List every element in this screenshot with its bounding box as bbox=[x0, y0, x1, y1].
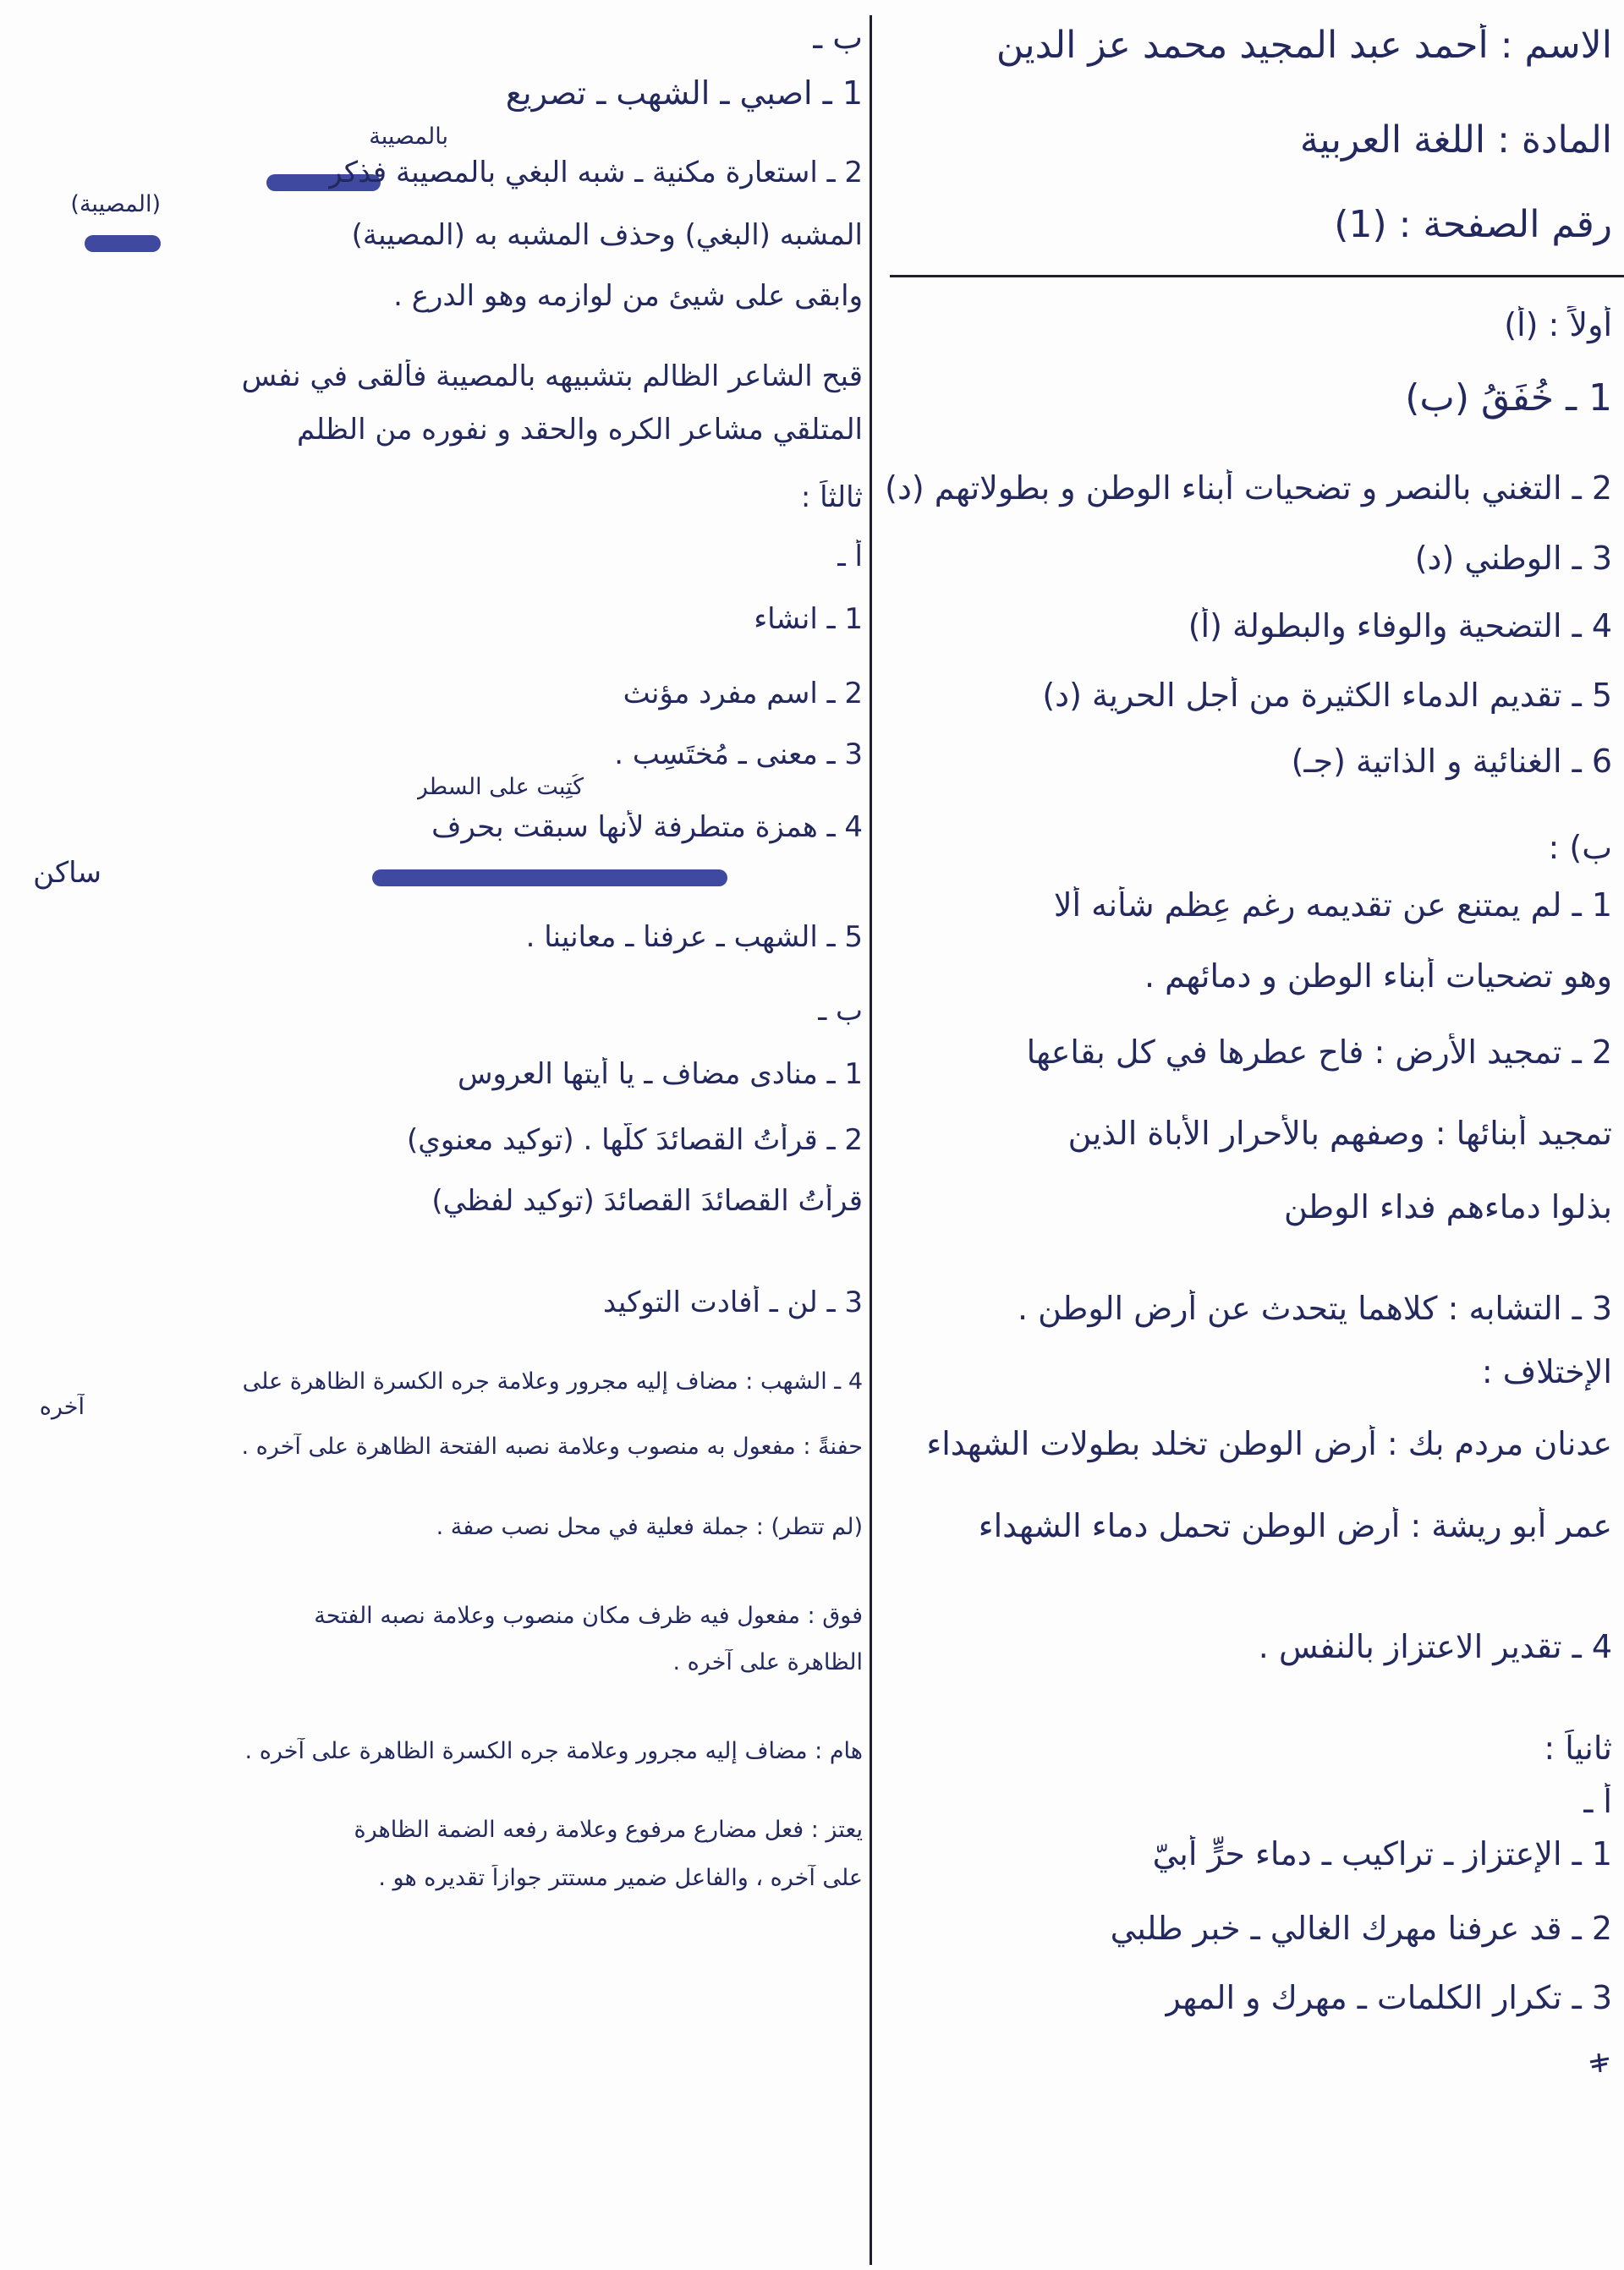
left-section-third-a: أ ـ bbox=[837, 540, 863, 573]
strikeout-scribble bbox=[85, 235, 161, 252]
left-section-b: ب ـ bbox=[813, 19, 863, 56]
left-answer-t1: 1 ـ انشاء bbox=[754, 602, 863, 636]
left-answer-3: المشبه (البغي) وحذف المشبه به (المصيبة) bbox=[351, 218, 863, 252]
answer-b3b: الإختلاف : bbox=[1481, 1353, 1612, 1390]
student-name: الاسم : أحمد عبد المجيد محمد عز الدين bbox=[996, 24, 1612, 67]
answer-s1: 1 ـ الإعتزاز ـ تراكيب ـ دماء حرٍّ أبيّ bbox=[1152, 1835, 1612, 1872]
section-second-a: أ ـ bbox=[1583, 1783, 1612, 1820]
left-answer-5: قبح الشاعر الظالم بتشبيهه بالمصيبة فألقى في نفس bbox=[241, 359, 863, 393]
left-answer-u7: فوق : مفعول فيه ظرف مكان منصوب وعلامة نصبه الفتحة bbox=[314, 1603, 863, 1629]
left-section-third: ثالثاً : bbox=[800, 480, 863, 514]
left-answer-t4-correction: كُتِبت على السطر bbox=[416, 774, 584, 800]
left-answer-t3: 3 ـ معنى ـ مُختَسِب . bbox=[614, 737, 863, 771]
subject-line: المادة : اللغة العربية bbox=[1299, 118, 1612, 162]
left-answer-t4: 4 ـ همزة متطرفة لأنها سبقت بحرف bbox=[431, 810, 863, 844]
answer-b3d: عمر أبو ريشة : أرض الوطن تحمل دماء الشهداء bbox=[978, 1507, 1612, 1544]
answer-r3: 3 ـ الوطني (د) bbox=[1414, 540, 1612, 577]
left-answer-2-paren: (المصيبة) bbox=[70, 191, 161, 217]
left-answer-4: وابقى على شيئ من لوازمه وهو الدرع . bbox=[393, 279, 863, 313]
strikeout-scribble bbox=[372, 869, 727, 886]
left-answer-u6: (لم تتطر) : جملة فعلية في محل نصب صفة . bbox=[436, 1514, 863, 1540]
left-answer-1: 1 ـ اصبي ـ الشهب ـ تصريع bbox=[505, 74, 863, 112]
left-answer-t5: 5 ـ الشهب ـ عرفنا ـ معانينا . bbox=[525, 920, 863, 954]
answer-r4: 4 ـ التضحية والوفاء والبطولة (أ) bbox=[1188, 607, 1612, 644]
left-answer-u2: 2 ـ قرأتُ القصائدَ كلَّها . (توكيد معنوي) bbox=[406, 1123, 863, 1157]
answer-b1a: 1 ـ لم يمتنع عن تقديمه رغم عِظم شأنه ألا bbox=[1053, 886, 1612, 924]
page-number: رقم الصفحة : (1) bbox=[1334, 203, 1612, 246]
left-answer-u2b: قرأتُ القصائدَ القصائدَ (توكيد لفظي) bbox=[431, 1184, 863, 1218]
left-answer-t2: 2 ـ اسم مفرد مؤنث bbox=[623, 677, 863, 710]
answer-r6: 6 ـ الغنائية و الذاتية (جـ) bbox=[1291, 743, 1612, 780]
section-b-head: ب) : bbox=[1548, 829, 1612, 866]
left-answer-2-correction: بالمصيبة bbox=[369, 123, 448, 150]
left-answer-u7b: الظاهرة على آخره . bbox=[672, 1649, 863, 1675]
answer-r2: 2 ـ التغني بالنصر و تضحيات أبناء الوطن و بطولاتهم (د) bbox=[885, 469, 1612, 507]
left-answer-u5: حفنةً : مفعول به منصوب وعلامة نصبه الفتحة الظاهرة على آخره . bbox=[241, 1434, 863, 1460]
left-answer-u9b: على آخره ، والفاعل ضمير مستتر جوازاً تقديره هو . bbox=[378, 1865, 863, 1891]
section-second: ثانياً : bbox=[1544, 1730, 1612, 1767]
answer-s2: 2 ـ قد عرفنا مهرك الغالي ـ خبر طلبي bbox=[1110, 1910, 1612, 1947]
header-divider bbox=[890, 275, 1624, 277]
left-answer-u4b: آخره bbox=[39, 1394, 85, 1420]
answer-s3: 3 ـ تكرار الكلمات ـ مهرك و المهر bbox=[1165, 1979, 1612, 2016]
answer-b2a: 2 ـ تمجيد الأرض : فاح عطرها في كل بقاعها bbox=[1026, 1034, 1612, 1071]
left-answer-u8: هام : مضاف إليه مجرور وعلامة جره الكسرة الظاهرة على آخره . bbox=[244, 1738, 863, 1764]
section-first-a: أولاً : (أ) bbox=[1504, 306, 1612, 343]
answer-b2c: بذلوا دماءهم فداء الوطن bbox=[1283, 1188, 1612, 1225]
left-answer-u3: 3 ـ لن ـ أفادت التوكيد bbox=[603, 1286, 863, 1319]
left-answer-6: المتلقي مشاعر الكره والحقد و نفوره من الظلم bbox=[296, 413, 863, 447]
answer-b4: 4 ـ تقدير الاعتزاز بالنفس . bbox=[1258, 1628, 1612, 1665]
vertical-divider bbox=[870, 15, 872, 2265]
left-answer-t4b: ساكن bbox=[33, 856, 102, 890]
answer-b3c: عدنان مردم بك : أرض الوطن تخلد بطولات الشهداء bbox=[926, 1425, 1612, 1462]
left-answer-u4: 4 ـ الشهب : مضاف إليه مجرور وعلامة جره الكسرة الظاهرة على bbox=[242, 1368, 863, 1395]
answer-b1b: وهو تضحيات أبناء الوطن و دمائهم . bbox=[1144, 957, 1612, 995]
answer-b3a: 3 ـ التشابه : كلاهما يتحدث عن أرض الوطن . bbox=[1018, 1290, 1612, 1327]
scribble-mark-icon bbox=[1587, 2050, 1612, 2075]
left-answer-2: 2 ـ استعارة مكنية ـ شبه البغي بالمصيبة فذكر bbox=[328, 156, 863, 189]
answer-b2b: تمجيد أبنائها : وصفهم بالأحرار الأباة الذين bbox=[1067, 1115, 1612, 1152]
left-section-tb: ب ـ bbox=[818, 994, 863, 1028]
answer-r1: 1 ـ خُفَقُ (ب) bbox=[1405, 376, 1612, 419]
left-answer-u9: يعتز : فعل مضارع مرفوع وعلامة رفعه الضمة الظاهرة bbox=[354, 1817, 863, 1843]
answer-r5: 5 ـ تقديم الدماء الكثيرة من أجل الحرية (د) bbox=[1042, 677, 1612, 714]
left-answer-u1: 1 ـ منادى مضاف ـ يا أيتها العروس bbox=[457, 1057, 863, 1091]
